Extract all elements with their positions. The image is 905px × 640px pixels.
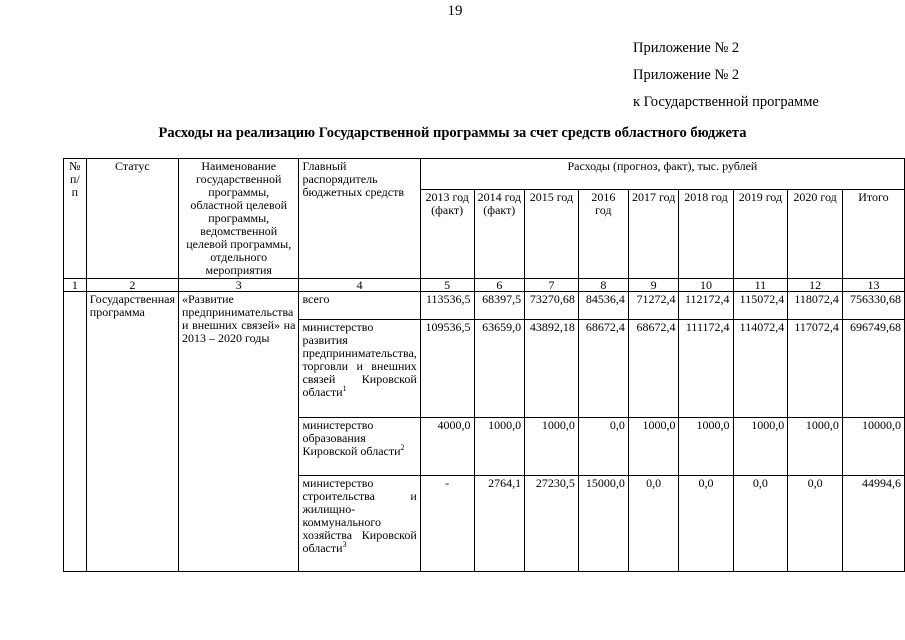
value-cell: 118072,4 <box>788 292 843 320</box>
value-cell: 1000,0 <box>679 418 733 476</box>
value-cell: 27230,5 <box>525 476 579 572</box>
column-number: 9 <box>628 279 679 292</box>
value-cell: 44994,6 <box>842 476 904 572</box>
column-number: 13 <box>842 279 904 292</box>
grbs-label: министерство строительства и жилищно-коммунального хозяйства Кировской области <box>302 476 417 555</box>
column-number: 4 <box>299 279 420 292</box>
value-cell: 0,0 <box>578 418 628 476</box>
value-cell: 43892,18 <box>525 320 579 418</box>
header-total: Итого <box>842 190 904 279</box>
column-number: 11 <box>733 279 788 292</box>
value-cell: 112172,4 <box>679 292 733 320</box>
value-cell: 2764,1 <box>474 476 525 572</box>
header-year: 2017 год <box>628 190 679 279</box>
program-name-cell: «Развитие предпринимательства и внешних связей» на 2013 – 2020 годы <box>179 292 299 572</box>
value-cell: 15000,0 <box>578 476 628 572</box>
column-number: 10 <box>679 279 733 292</box>
row-num-cell <box>64 292 87 572</box>
header-year: 2018 год <box>679 190 733 279</box>
column-number-row <box>64 279 905 292</box>
value-cell: 696749,68 <box>842 320 904 418</box>
value-cell: 0,0 <box>733 476 788 572</box>
document-title: Расходы на реализацию Государственной программы за счет средств областного бюджета <box>158 125 747 141</box>
footnote-mark: 3 <box>342 540 347 549</box>
grbs-cell <box>299 476 420 572</box>
value-cell: 0,0 <box>788 476 843 572</box>
value-cell: 4000,0 <box>420 418 474 476</box>
column-number: 6 <box>474 279 525 292</box>
value-cell: 1000,0 <box>525 418 579 476</box>
grbs-label: министерство образования Кировской области <box>302 418 401 458</box>
value-cell: 1000,0 <box>474 418 525 476</box>
value-cell: 1000,0 <box>788 418 843 476</box>
value-cell: 68672,4 <box>578 320 628 418</box>
header-year: 2013 год (факт) <box>420 190 474 279</box>
header-name: Наименование государственной программы, областной целевой программы, ведомственной целевой программы, отдельного мероприятия <box>179 159 299 279</box>
value-cell: 68672,4 <box>628 320 679 418</box>
value-cell: 68397,5 <box>474 292 525 320</box>
value-cell: 115072,4 <box>733 292 788 320</box>
header-grbs: Главный распорядитель бюджетных средств <box>299 159 420 279</box>
header-year: 2019 год <box>733 190 788 279</box>
header-year: 2015 год <box>525 190 579 279</box>
footnote-mark: 2 <box>400 443 405 452</box>
appendix-line-2: Приложение № 2 <box>633 67 740 83</box>
value-cell: 113536,5 <box>420 292 474 320</box>
status-cell: Государственная программа <box>86 292 178 572</box>
value-cell: 84536,4 <box>578 292 628 320</box>
value-cell: 114072,4 <box>733 320 788 418</box>
value-cell: 0,0 <box>679 476 733 572</box>
value-cell: 109536,5 <box>420 320 474 418</box>
value-cell: 1000,0 <box>733 418 788 476</box>
value-cell: 10000,0 <box>842 418 904 476</box>
grbs-label: всего <box>302 292 330 306</box>
value-cell: 73270,68 <box>525 292 579 320</box>
column-number: 3 <box>179 279 299 292</box>
header-year: 2016 год <box>578 190 628 279</box>
expenses-table <box>63 158 905 572</box>
appendix-line-1: Приложение № 2 <box>633 40 740 56</box>
header-num: № п/п <box>64 159 87 279</box>
column-number: 1 <box>64 279 87 292</box>
value-cell: 756330,68 <box>842 292 904 320</box>
column-number: 7 <box>525 279 579 292</box>
header-year: 2014 год (факт) <box>474 190 525 279</box>
grbs-cell <box>299 418 420 476</box>
header-expenses: Расходы (прогноз, факт), тыс. рублей <box>420 159 904 190</box>
header-status: Статус <box>86 159 178 279</box>
column-number: 2 <box>86 279 178 292</box>
value-cell: 0,0 <box>628 476 679 572</box>
value-cell: - <box>420 476 474 572</box>
column-number: 5 <box>420 279 474 292</box>
footnote-mark: 1 <box>342 384 347 393</box>
header-row-1 <box>64 159 905 190</box>
value-cell: 71272,4 <box>628 292 679 320</box>
grbs-label: министерство развития предпринимательства, торговли и внешних связей Кировской области <box>302 320 417 399</box>
value-cell: 63659,0 <box>474 320 525 418</box>
grbs-cell <box>299 292 420 320</box>
appendix-line-3: к Государственной программе <box>633 94 819 110</box>
column-number: 8 <box>578 279 628 292</box>
value-cell: 117072,4 <box>788 320 843 418</box>
column-number: 12 <box>788 279 843 292</box>
grbs-cell <box>299 320 420 418</box>
page-number: 19 <box>447 3 463 19</box>
value-cell: 111172,4 <box>679 320 733 418</box>
table-row <box>64 292 905 320</box>
value-cell: 1000,0 <box>628 418 679 476</box>
header-year: 2020 год <box>788 190 843 279</box>
